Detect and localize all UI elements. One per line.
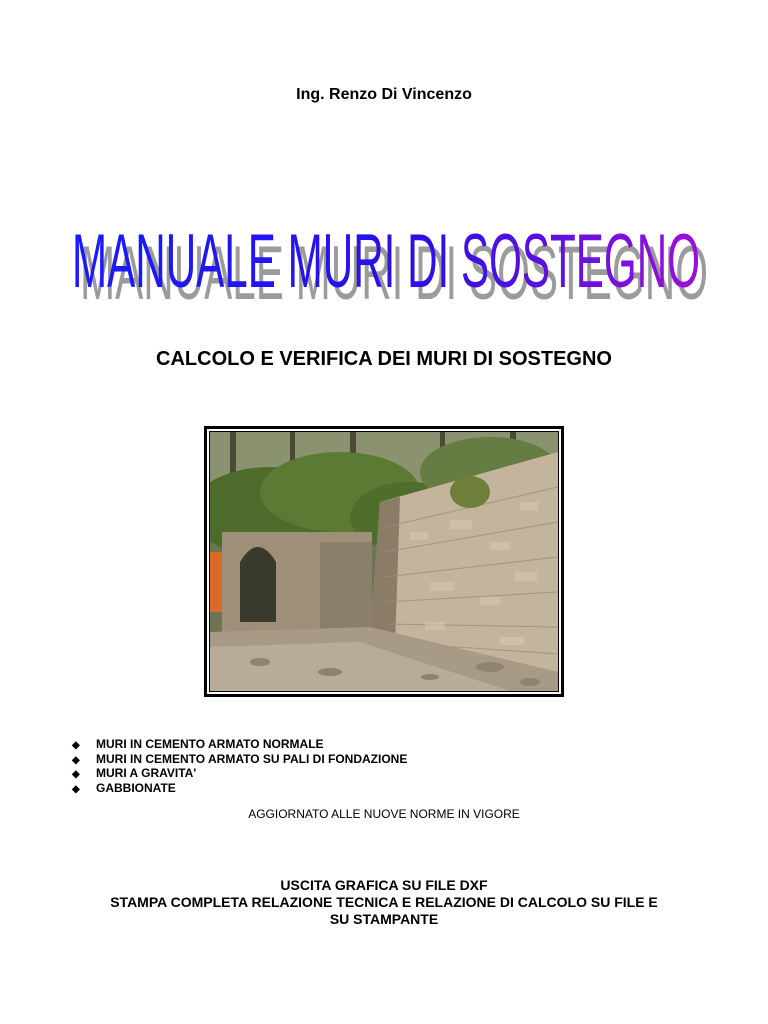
list-item-label: GABBIONATE (96, 780, 176, 795)
diamond-bullet-icon: ◆ (72, 769, 80, 780)
feature-list (72, 737, 407, 795)
footer-features (60, 877, 708, 928)
list-item (72, 737, 407, 752)
diamond-bullet-icon: ◆ (72, 783, 80, 795)
footer-line: SU STAMPANTE (329, 911, 439, 927)
footer-line: USCITA GRAFICA SU FILE DXF (280, 877, 488, 893)
author-name: Ing. Renzo Di Vincenzo (296, 86, 472, 103)
photo-frame (204, 426, 564, 697)
list-item-label: MURI IN CEMENTO ARMATO SU PALI DI FONDAZIONE (96, 751, 408, 766)
title-shadow: MANUALE MURI DI SOSTEGNO (80, 231, 708, 315)
list-item-label: MURI IN CEMENTO ARMATO NORMALE (96, 737, 324, 751)
list-item (72, 766, 407, 781)
list-item (72, 781, 407, 796)
diamond-bullet-icon: ◆ (72, 740, 80, 751)
update-note: AGGIORNATO ALLE NUOVE NORME IN VIGORE (248, 807, 520, 821)
list-item (72, 752, 407, 767)
diamond-bullet-icon: ◆ (72, 754, 80, 766)
retaining-wall-photo (209, 431, 559, 692)
footer-line: STAMPA COMPLETA RELAZIONE TECNICA E RELAZIONE DI CALCOLO SU FILE E (110, 894, 658, 910)
list-item-label: MURI A GRAVITA' (96, 766, 197, 780)
main-title (64, 195, 714, 315)
title-text: MANUALE MURI DI SOSTEGNO (72, 219, 700, 304)
subtitle: CALCOLO E VERIFICA DEI MURI DI SOSTEGNO (156, 348, 612, 370)
